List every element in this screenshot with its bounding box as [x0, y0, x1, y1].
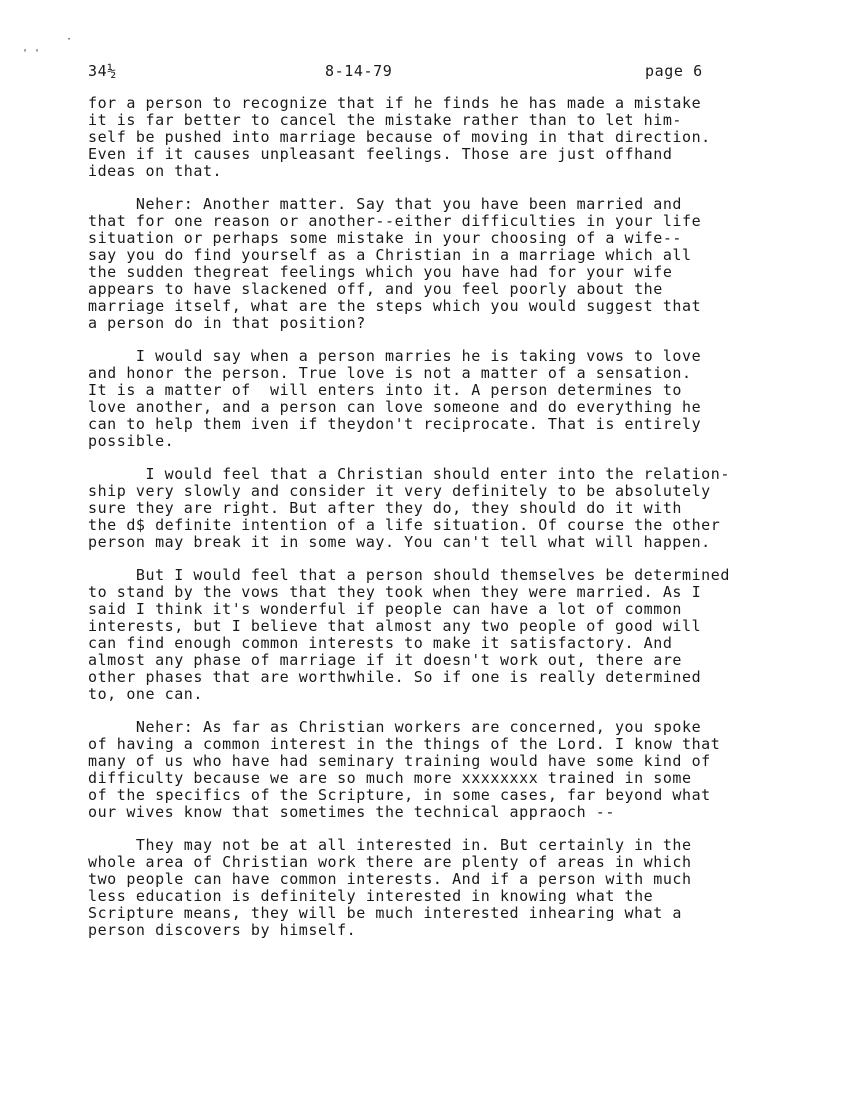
text-line: for a person to recognize that if he finds he has made a mistake: [88, 94, 702, 112]
text-line: Even if it causes unpleasant feelings. Those are just offhand: [88, 145, 673, 163]
text-line: appears to have slackened off, and you feel poorly about the: [88, 280, 663, 298]
text-line: ideas on that.: [88, 162, 223, 180]
text-line: They may not be at all interested in. But certainly in the: [88, 836, 692, 854]
text-line: whole area of Christian work there are plenty of areas in which: [88, 853, 692, 871]
margin-dot: ·: [66, 34, 73, 45]
text-line: almost any phase of marriage if it doesn't work out, there are: [88, 651, 683, 669]
paragraph: [88, 837, 788, 939]
paragraph: [88, 567, 788, 703]
text-line: sure they are right. But after they do, they should do it with: [88, 499, 683, 517]
text-line: to, one can.: [88, 685, 203, 703]
text-line: It is a matter of will enters into it. A person determines to: [88, 381, 683, 399]
page-date: 8-14-79: [325, 62, 393, 80]
paragraph: [88, 719, 788, 821]
text-line: can to help them iven if theydon't reciprocate. That is entirely: [88, 415, 702, 433]
text-line: said I think it's wonderful if people can have a lot of common: [88, 600, 683, 618]
text-line: possible.: [88, 432, 175, 450]
text-line: of the specifics of the Scripture, in some cases, far beyond what: [88, 786, 711, 804]
text-line: the d$ definite intention of a life situation. Of course the other: [88, 516, 721, 534]
text-line: Neher: As far as Christian workers are concerned, you spoke: [88, 718, 702, 736]
text-line: difficulty because we are so much more xxxxxxxx trained in some: [88, 769, 692, 787]
text-line: other phases that are worthwhile. So if one is really determined: [88, 668, 702, 686]
text-line: I would feel that a Christian should enter into the relation-: [88, 465, 730, 483]
text-line: it is far better to cancel the mistake rather than to let him-: [88, 111, 683, 129]
text-line: situation or perhaps some mistake in your choosing of a wife--: [88, 229, 683, 247]
text-line: two people can have common interests. And if a person with much: [88, 870, 692, 888]
text-line: interests, but I believe that almost any two people of good will: [88, 617, 702, 635]
text-line: self be pushed into marriage because of moving in that direction.: [88, 128, 711, 146]
text-line: to stand by the vows that they took when they were married. As I: [88, 583, 702, 601]
paragraph: [88, 196, 788, 332]
text-line: can find enough common interests to make it satisfactory. And: [88, 634, 673, 652]
document-body: [88, 95, 788, 955]
text-line: I would say when a person marries he is taking vows to love: [88, 347, 702, 365]
text-line: less education is definitely interested in knowing what the: [88, 887, 654, 905]
paragraph: [88, 348, 788, 450]
text-line: of having a common interest in the things of the Lord. I know that: [88, 735, 721, 753]
page-label: page 6: [645, 62, 703, 80]
text-line: marriage itself, what are the steps which you would suggest that: [88, 297, 702, 315]
text-line: love another, and a person can love someone and do everything he: [88, 398, 702, 416]
text-line: and honor the person. True love is not a matter of a sensation.: [88, 364, 692, 382]
text-line: Neher: Another matter. Say that you have been married and: [88, 195, 683, 213]
text-line: that for one reason or another--either difficulties in your life: [88, 212, 702, 230]
paragraph: [88, 95, 788, 180]
text-line: But I would feel that a person should themselves be determined: [88, 566, 730, 584]
text-line: ship very slowly and consider it very definitely to be absolutely: [88, 482, 711, 500]
text-line: the sudden thegreat feelings which you have had for your wife: [88, 263, 673, 281]
text-line: many of us who have had seminary training would have some kind of: [88, 752, 711, 770]
text-line: say you do find yourself as a Christian in a marriage which all: [88, 246, 692, 264]
margin-mark: ' ': [22, 48, 41, 59]
text-line: a person do in that position?: [88, 314, 366, 332]
text-line: Scripture means, they will be much interested inhearing what a: [88, 904, 683, 922]
text-line: person may break it in some way. You can't tell what will happen.: [88, 533, 711, 551]
page-number-left: 34½: [88, 62, 117, 80]
text-line: person discovers by himself.: [88, 921, 357, 939]
paragraph: [88, 466, 788, 551]
text-line: our wives know that sometimes the technical appraoch --: [88, 803, 615, 821]
